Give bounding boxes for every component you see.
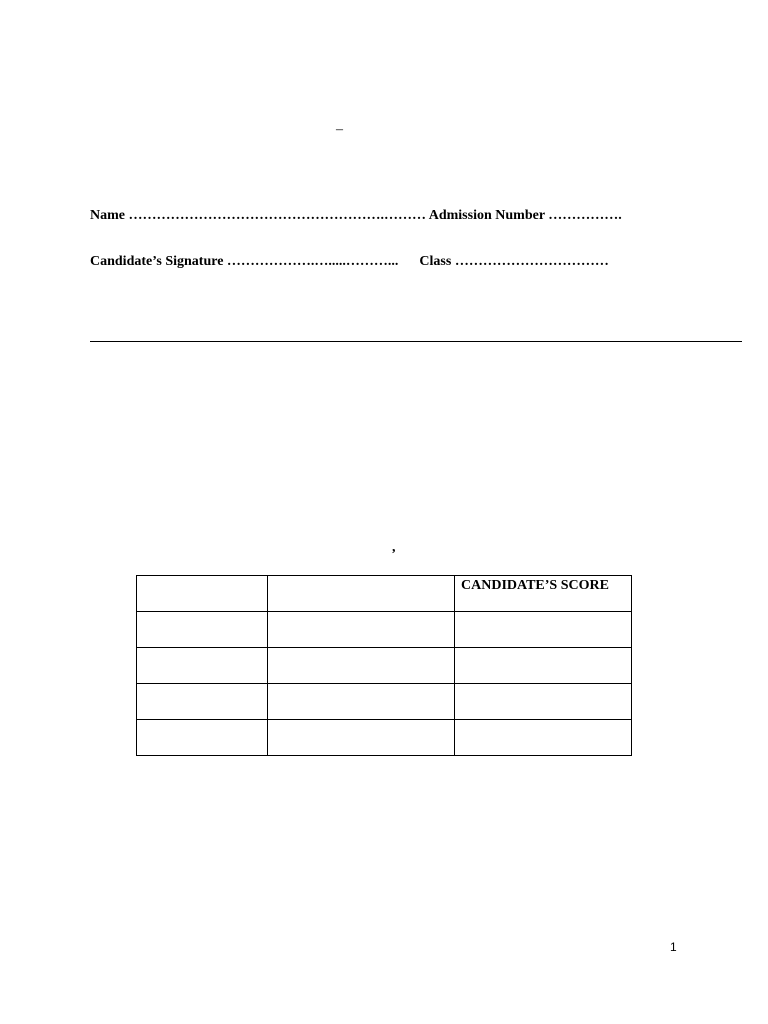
comma-mark: , — [392, 540, 396, 555]
name-admission-line — [90, 208, 622, 224]
table-header-score — [455, 576, 632, 612]
score-cell[interactable] — [455, 648, 632, 684]
table-header-cell — [268, 576, 455, 612]
table-row — [137, 612, 632, 648]
table-row — [137, 648, 632, 684]
table-cell[interactable] — [268, 612, 455, 648]
name-field[interactable]: ……………………………………………….……… — [128, 208, 426, 223]
name-label: Name — [90, 208, 125, 223]
table-row — [137, 720, 632, 756]
class-field[interactable]: …………………………… — [454, 254, 609, 269]
horizontal-rule — [90, 341, 742, 342]
table-row — [137, 684, 632, 720]
table-cell[interactable] — [137, 720, 268, 756]
candidates-score-header: CANDIDATE’S SCORE — [461, 578, 609, 593]
admission-number-label: Admission Number — [428, 208, 545, 223]
score-table — [136, 575, 632, 756]
page-number: 1 — [670, 940, 677, 954]
admission-number-field[interactable]: ……………. — [548, 208, 622, 223]
table-cell[interactable] — [268, 684, 455, 720]
score-cell[interactable] — [455, 684, 632, 720]
table-header-cell — [137, 576, 268, 612]
table-cell[interactable] — [268, 720, 455, 756]
class-label: Class — [419, 254, 452, 269]
signature-field[interactable]: ……………….….....………... — [226, 254, 399, 269]
score-cell[interactable] — [455, 612, 632, 648]
table-cell[interactable] — [137, 684, 268, 720]
table-cell[interactable] — [137, 612, 268, 648]
header-dash: – — [336, 122, 343, 137]
table-cell[interactable] — [268, 648, 455, 684]
table-header-row — [137, 576, 632, 612]
table-cell[interactable] — [137, 648, 268, 684]
signature-label: Candidate’s Signature — [90, 254, 224, 269]
signature-class-line — [90, 254, 609, 270]
score-cell[interactable] — [455, 720, 632, 756]
